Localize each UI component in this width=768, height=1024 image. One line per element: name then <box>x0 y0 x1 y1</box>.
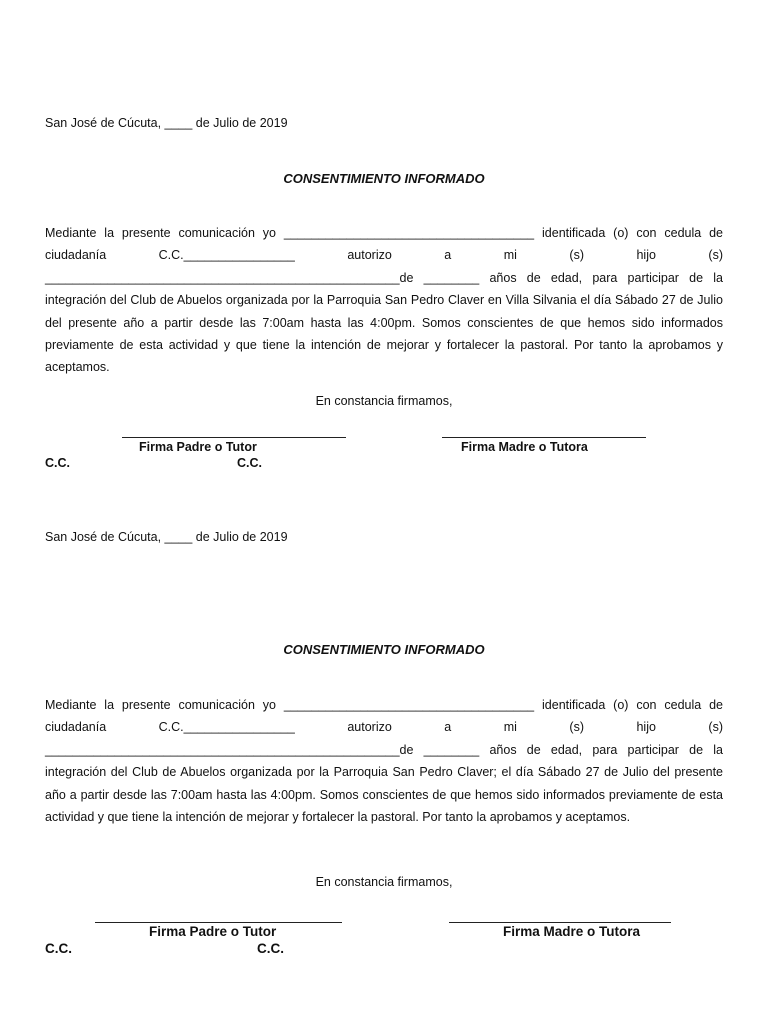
form2-body <box>45 694 723 828</box>
form1-signature-label-right: Firma Madre o Tutora <box>461 440 588 454</box>
form1-body-line: previamente de esta actividad y que tiene la intención de mejorar y fortalecer la pastoral. Por tanto la aprobamos y <box>45 338 723 353</box>
form1-body-line: ciudadanía C.C.________________ autorizo a mi (s) hijo (s) <box>45 248 723 263</box>
form2-body-line: Mediante la presente comunicación yo ____________________________________ identificada (o) con cedula de <box>45 698 723 712</box>
form1-cc-left: C.C. <box>45 456 70 470</box>
form2-signature-label-right: Firma Madre o Tutora <box>503 924 641 939</box>
form2-title: CONSENTIMIENTO INFORMADO <box>283 642 485 657</box>
form1-cc-right: C.C. <box>237 456 262 470</box>
form1-title: CONSENTIMIENTO INFORMADO <box>283 171 485 186</box>
form2-body-line: año a partir desde las 7:00am hasta las 4:00pm. Somos conscientes de que hemos sido informados previamente de esta <box>45 787 723 802</box>
form2-body-line: actividad y que tiene la intención de mejorar y fortalecer la pastoral. Por tanto la aprobamos y aceptamos. <box>45 810 631 825</box>
form2-body-line: ciudadanía C.C.________________ autorizo a mi (s) hijo (s) <box>45 720 723 735</box>
form1-body-line: del presente año a partir desde las 7:00am hasta las 4:00pm. Somos conscientes de que hemos sido informados <box>45 315 723 330</box>
form1-closing: En constancia firmamos, <box>315 394 453 408</box>
form1-signature-line-left <box>122 437 346 438</box>
form1-body <box>45 222 723 379</box>
form2-date: San José de Cúcuta, ____ de Julio de 2019 <box>45 530 288 544</box>
form1-body-line: Mediante la presente comunicación yo ____________________________________ identificada (o) con cedula de <box>45 226 723 240</box>
form1-date: San José de Cúcuta, ____ de Julio de 2019 <box>45 116 288 130</box>
form2-signature-line-right <box>449 922 671 923</box>
form1-body-line: ___________________________________________________de ________ años de edad, para participar de la <box>45 270 723 285</box>
form1-signature-line-right <box>442 437 646 438</box>
form2-signature-line-left <box>95 922 342 923</box>
form2-signature-label-left: Firma Padre o Tutor <box>149 924 277 939</box>
form2-closing: En constancia firmamos, <box>315 875 453 889</box>
form2-body-line: integración del Club de Abuelos organizada por la Parroquia San Pedro Claver; el día Sábado 27 de Julio del presente <box>45 765 723 780</box>
form1-body-line: aceptamos. <box>45 360 110 375</box>
form2-body-line: ___________________________________________________de ________ años de edad, para participar de la <box>45 742 723 757</box>
form1-body-line: integración del Club de Abuelos organizada por la Parroquia San Pedro Claver en Villa Silvania el día Sábado 27 de Julio <box>45 293 723 308</box>
form2-cc-right: C.C. <box>257 941 284 956</box>
form2-cc-left: C.C. <box>45 941 72 956</box>
form1-signature-label-left: Firma Padre o Tutor <box>139 440 257 454</box>
